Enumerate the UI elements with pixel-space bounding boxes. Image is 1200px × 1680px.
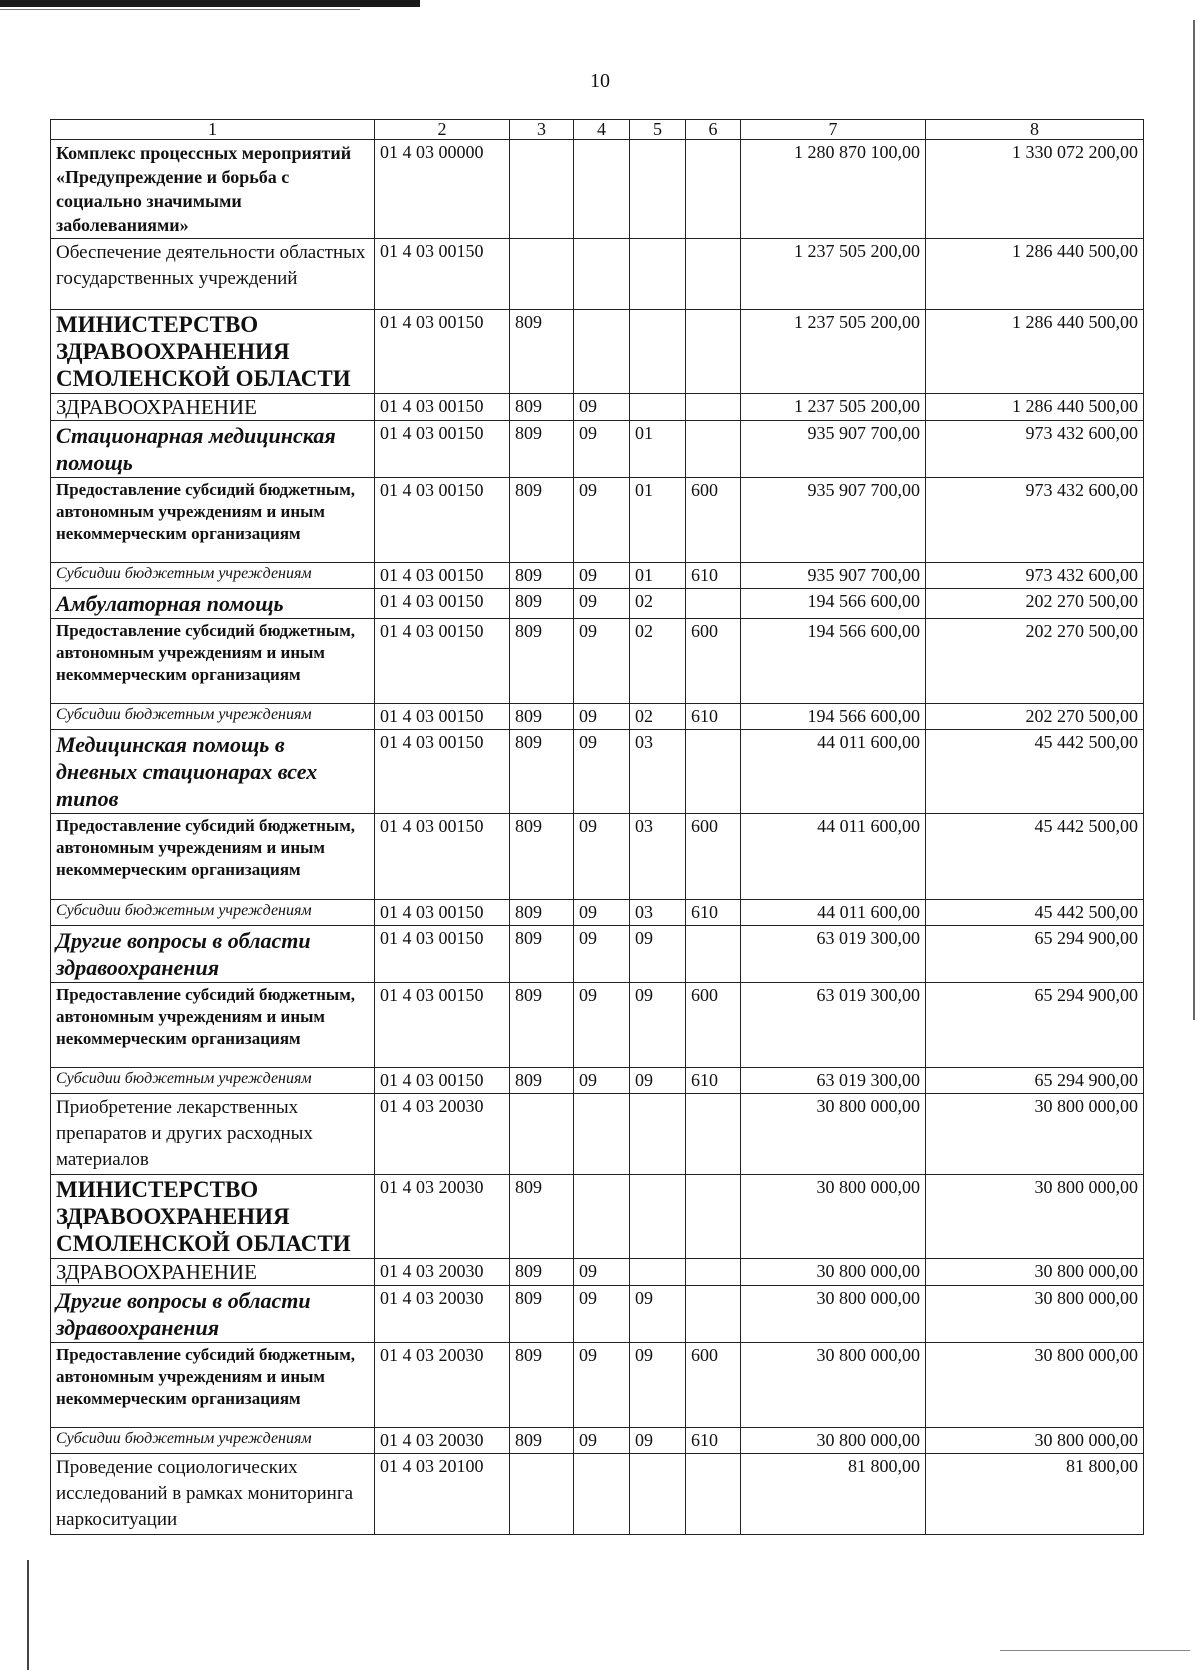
- amount-year-1: 30 800 000,00: [741, 1175, 926, 1259]
- table-row: [51, 730, 1144, 814]
- ministry-code: 809: [510, 730, 574, 814]
- target-article-code: 01 4 03 20030: [375, 1428, 510, 1454]
- amount-year-2: 30 800 000,00: [926, 1343, 1144, 1428]
- row-name: Предоставление субсидий бюджетным, автономным учреждениям и иным некоммерческим организациям: [51, 1343, 375, 1428]
- ministry-code: 809: [510, 704, 574, 730]
- table-row: [51, 421, 1144, 478]
- target-article-code: 01 4 03 00150: [375, 730, 510, 814]
- section-code: 09: [574, 421, 630, 478]
- row-name: МИНИСТЕРСТВО ЗДРАВООХРАНЕНИЯ СМОЛЕНСКОЙ ОБЛАСТИ: [51, 1175, 375, 1259]
- expense-type-code: 610: [686, 900, 741, 926]
- column-number: 2: [375, 120, 510, 140]
- subsection-code: [630, 239, 686, 310]
- amount-year-2: 1 330 072 200,00: [926, 140, 1144, 239]
- table-row: [51, 983, 1144, 1068]
- row-name: Стационарная медицинская помощь: [51, 421, 375, 478]
- amount-year-2: 973 432 600,00: [926, 421, 1144, 478]
- target-article-code: 01 4 03 00150: [375, 1068, 510, 1094]
- expense-type-code: 610: [686, 1428, 741, 1454]
- table-row: [51, 1259, 1144, 1286]
- table-row: [51, 1068, 1144, 1094]
- table-row: [51, 140, 1144, 239]
- amount-year-1: 1 237 505 200,00: [741, 239, 926, 310]
- column-number: 5: [630, 120, 686, 140]
- target-article-code: 01 4 03 20030: [375, 1175, 510, 1259]
- target-article-code: 01 4 03 00150: [375, 310, 510, 394]
- table-row: [51, 1428, 1144, 1454]
- expense-type-code: [686, 1286, 741, 1343]
- amount-year-2: 30 800 000,00: [926, 1428, 1144, 1454]
- expense-type-code: 610: [686, 1068, 741, 1094]
- target-article-code: 01 4 03 00150: [375, 814, 510, 900]
- table-row: [51, 310, 1144, 394]
- amount-year-1: 81 800,00: [741, 1454, 926, 1535]
- row-name: Предоставление субсидий бюджетным, автономным учреждениям и иным некоммерческим организациям: [51, 983, 375, 1068]
- target-article-code: 01 4 03 00150: [375, 900, 510, 926]
- target-article-code: 01 4 03 00150: [375, 478, 510, 563]
- ministry-code: 809: [510, 983, 574, 1068]
- expense-type-code: [686, 421, 741, 478]
- ministry-code: 809: [510, 1175, 574, 1259]
- scan-left-edge-line: [27, 1560, 29, 1670]
- subsection-code: 09: [630, 1343, 686, 1428]
- table-row: [51, 900, 1144, 926]
- expense-type-code: [686, 1454, 741, 1535]
- ministry-code: 809: [510, 563, 574, 589]
- row-name: Субсидии бюджетным учреждениям: [51, 1428, 375, 1454]
- table-row: [51, 1175, 1144, 1259]
- section-code: [574, 1094, 630, 1175]
- subsection-code: [630, 1454, 686, 1535]
- ministry-code: 809: [510, 1428, 574, 1454]
- amount-year-2: 45 442 500,00: [926, 814, 1144, 900]
- subsection-code: 09: [630, 983, 686, 1068]
- row-name: Амбулаторная помощь: [51, 589, 375, 619]
- row-name: Субсидии бюджетным учреждениям: [51, 563, 375, 589]
- expense-type-code: [686, 140, 741, 239]
- expense-type-code: 600: [686, 1343, 741, 1428]
- expense-type-code: [686, 310, 741, 394]
- expense-type-code: 600: [686, 478, 741, 563]
- row-name: Медицинская помощь в дневных стационарах всех типов: [51, 730, 375, 814]
- amount-year-1: 63 019 300,00: [741, 1068, 926, 1094]
- amount-year-1: 30 800 000,00: [741, 1094, 926, 1175]
- expense-type-code: [686, 1259, 741, 1286]
- table-row: [51, 478, 1144, 563]
- section-code: [574, 1454, 630, 1535]
- row-name: Другие вопросы в области здравоохранения: [51, 1286, 375, 1343]
- section-code: 09: [574, 1286, 630, 1343]
- expense-type-code: [686, 1175, 741, 1259]
- subsection-code: [630, 1175, 686, 1259]
- row-name: Предоставление субсидий бюджетным, автономным учреждениям и иным некоммерческим организациям: [51, 619, 375, 704]
- subsection-code: [630, 1259, 686, 1286]
- column-number: 3: [510, 120, 574, 140]
- target-article-code: 01 4 03 00150: [375, 926, 510, 983]
- ministry-code: 809: [510, 589, 574, 619]
- ministry-code: 809: [510, 1068, 574, 1094]
- amount-year-1: 935 907 700,00: [741, 478, 926, 563]
- expense-type-code: 600: [686, 619, 741, 704]
- amount-year-1: 30 800 000,00: [741, 1428, 926, 1454]
- section-code: 09: [574, 1343, 630, 1428]
- amount-year-2: 202 270 500,00: [926, 589, 1144, 619]
- subsection-code: 01: [630, 478, 686, 563]
- section-code: [574, 310, 630, 394]
- subsection-code: 02: [630, 619, 686, 704]
- scan-top-edge-mark: [0, 0, 420, 7]
- section-code: 09: [574, 394, 630, 421]
- subsection-code: [630, 310, 686, 394]
- expense-type-code: [686, 1094, 741, 1175]
- amount-year-1: 44 011 600,00: [741, 900, 926, 926]
- ministry-code: 809: [510, 1286, 574, 1343]
- expense-type-code: [686, 730, 741, 814]
- table-row: [51, 239, 1144, 310]
- amount-year-2: 65 294 900,00: [926, 926, 1144, 983]
- amount-year-2: 45 442 500,00: [926, 730, 1144, 814]
- scan-right-edge-line: [1193, 20, 1195, 1020]
- amount-year-2: 45 442 500,00: [926, 900, 1144, 926]
- amount-year-1: 935 907 700,00: [741, 563, 926, 589]
- amount-year-1: 44 011 600,00: [741, 730, 926, 814]
- row-name: Предоставление субсидий бюджетным, автономным учреждениям и иным некоммерческим организациям: [51, 814, 375, 900]
- ministry-code: 809: [510, 421, 574, 478]
- section-code: [574, 239, 630, 310]
- subsection-code: [630, 394, 686, 421]
- ministry-code: 809: [510, 900, 574, 926]
- table-row: [51, 619, 1144, 704]
- row-name: Обеспечение деятельности областных государственных учреждений: [51, 239, 375, 310]
- ministry-code: 809: [510, 1343, 574, 1428]
- amount-year-2: 202 270 500,00: [926, 704, 1144, 730]
- subsection-code: 03: [630, 900, 686, 926]
- section-code: 09: [574, 1259, 630, 1286]
- target-article-code: 01 4 03 00150: [375, 983, 510, 1068]
- table-row: [51, 926, 1144, 983]
- section-code: 09: [574, 1068, 630, 1094]
- amount-year-2: 1 286 440 500,00: [926, 310, 1144, 394]
- section-code: 09: [574, 704, 630, 730]
- amount-year-1: 63 019 300,00: [741, 983, 926, 1068]
- section-code: 09: [574, 589, 630, 619]
- ministry-code: 809: [510, 1259, 574, 1286]
- section-code: [574, 1175, 630, 1259]
- subsection-code: 09: [630, 926, 686, 983]
- amount-year-1: 194 566 600,00: [741, 589, 926, 619]
- row-name: Комплекс процессных мероприятий «Предупреждение и борьба с социально значимыми заболеваниями»: [51, 140, 375, 239]
- section-code: 09: [574, 814, 630, 900]
- table-row: [51, 1286, 1144, 1343]
- target-article-code: 01 4 03 00150: [375, 394, 510, 421]
- table-row: [51, 589, 1144, 619]
- subsection-code: 09: [630, 1428, 686, 1454]
- table-row: [51, 563, 1144, 589]
- target-article-code: 01 4 03 00150: [375, 239, 510, 310]
- ministry-code: [510, 1094, 574, 1175]
- scan-top-edge-line: [0, 9, 360, 10]
- subsection-code: 03: [630, 814, 686, 900]
- amount-year-1: 44 011 600,00: [741, 814, 926, 900]
- table-row: [51, 814, 1144, 900]
- row-name: ЗДРАВООХРАНЕНИЕ: [51, 394, 375, 421]
- column-number: 4: [574, 120, 630, 140]
- row-name: Субсидии бюджетным учреждениям: [51, 900, 375, 926]
- budget-table: [50, 119, 1144, 1535]
- column-number: 8: [926, 120, 1144, 140]
- section-code: 09: [574, 1428, 630, 1454]
- ministry-code: [510, 140, 574, 239]
- target-article-code: 01 4 03 20030: [375, 1286, 510, 1343]
- amount-year-1: 63 019 300,00: [741, 926, 926, 983]
- subsection-code: 03: [630, 730, 686, 814]
- row-name: Приобретение лекарственных препаратов и других расходных материалов: [51, 1094, 375, 1175]
- expense-type-code: 610: [686, 704, 741, 730]
- amount-year-1: 935 907 700,00: [741, 421, 926, 478]
- amount-year-1: 194 566 600,00: [741, 704, 926, 730]
- amount-year-1: 1 280 870 100,00: [741, 140, 926, 239]
- row-name: ЗДРАВООХРАНЕНИЕ: [51, 1259, 375, 1286]
- subsection-code: 01: [630, 563, 686, 589]
- table-row: [51, 1454, 1144, 1535]
- amount-year-2: 30 800 000,00: [926, 1286, 1144, 1343]
- subsection-code: 02: [630, 704, 686, 730]
- section-code: 09: [574, 478, 630, 563]
- table-row: [51, 704, 1144, 730]
- expense-type-code: [686, 589, 741, 619]
- row-name: Предоставление субсидий бюджетным, автономным учреждениям и иным некоммерческим организациям: [51, 478, 375, 563]
- amount-year-1: 30 800 000,00: [741, 1286, 926, 1343]
- amount-year-2: 973 432 600,00: [926, 563, 1144, 589]
- row-name: Субсидии бюджетным учреждениям: [51, 1068, 375, 1094]
- row-name: Другие вопросы в области здравоохранения: [51, 926, 375, 983]
- ministry-code: 809: [510, 926, 574, 983]
- amount-year-2: 202 270 500,00: [926, 619, 1144, 704]
- section-code: [574, 140, 630, 239]
- expense-type-code: 610: [686, 563, 741, 589]
- ministry-code: 809: [510, 310, 574, 394]
- section-code: 09: [574, 619, 630, 704]
- target-article-code: 01 4 03 20100: [375, 1454, 510, 1535]
- amount-year-2: 30 800 000,00: [926, 1175, 1144, 1259]
- budget-table-body: [51, 120, 1144, 1535]
- target-article-code: 01 4 03 00150: [375, 563, 510, 589]
- amount-year-2: 1 286 440 500,00: [926, 394, 1144, 421]
- amount-year-1: 30 800 000,00: [741, 1343, 926, 1428]
- amount-year-2: 30 800 000,00: [926, 1094, 1144, 1175]
- ministry-code: 809: [510, 619, 574, 704]
- table-row: [51, 1343, 1144, 1428]
- expense-type-code: [686, 926, 741, 983]
- ministry-code: 809: [510, 394, 574, 421]
- subsection-code: 01: [630, 421, 686, 478]
- section-code: 09: [574, 926, 630, 983]
- amount-year-1: 194 566 600,00: [741, 619, 926, 704]
- target-article-code: 01 4 03 20030: [375, 1343, 510, 1428]
- subsection-code: 09: [630, 1068, 686, 1094]
- table-row: [51, 1094, 1144, 1175]
- target-article-code: 01 4 03 00000: [375, 140, 510, 239]
- amount-year-1: 30 800 000,00: [741, 1259, 926, 1286]
- row-name: МИНИСТЕРСТВО ЗДРАВООХРАНЕНИЯ СМОЛЕНСКОЙ ОБЛАСТИ: [51, 310, 375, 394]
- column-number: 1: [51, 120, 375, 140]
- ministry-code: 809: [510, 814, 574, 900]
- target-article-code: 01 4 03 20030: [375, 1259, 510, 1286]
- amount-year-2: 65 294 900,00: [926, 1068, 1144, 1094]
- column-number-row: [51, 120, 1144, 140]
- expense-type-code: 600: [686, 814, 741, 900]
- section-code: 09: [574, 730, 630, 814]
- amount-year-2: 973 432 600,00: [926, 478, 1144, 563]
- ministry-code: [510, 1454, 574, 1535]
- subsection-code: [630, 1094, 686, 1175]
- target-article-code: 01 4 03 00150: [375, 589, 510, 619]
- ministry-code: [510, 239, 574, 310]
- target-article-code: 01 4 03 00150: [375, 619, 510, 704]
- section-code: 09: [574, 563, 630, 589]
- target-article-code: 01 4 03 00150: [375, 704, 510, 730]
- subsection-code: 02: [630, 589, 686, 619]
- amount-year-2: 1 286 440 500,00: [926, 239, 1144, 310]
- expense-type-code: [686, 239, 741, 310]
- expense-type-code: [686, 394, 741, 421]
- target-article-code: 01 4 03 00150: [375, 421, 510, 478]
- page-number: 10: [590, 70, 610, 92]
- amount-year-1: 1 237 505 200,00: [741, 310, 926, 394]
- expense-type-code: 600: [686, 983, 741, 1068]
- section-code: 09: [574, 983, 630, 1068]
- amount-year-2: 65 294 900,00: [926, 983, 1144, 1068]
- section-code: 09: [574, 900, 630, 926]
- row-name: Проведение социологических исследований в рамках мониторинга наркоситуации: [51, 1454, 375, 1535]
- scan-bottom-edge-line: [1000, 1650, 1190, 1651]
- table-row: [51, 394, 1144, 421]
- subsection-code: [630, 140, 686, 239]
- ministry-code: 809: [510, 478, 574, 563]
- target-article-code: 01 4 03 20030: [375, 1094, 510, 1175]
- amount-year-2: 81 800,00: [926, 1454, 1144, 1535]
- row-name: Субсидии бюджетным учреждениям: [51, 704, 375, 730]
- amount-year-1: 1 237 505 200,00: [741, 394, 926, 421]
- amount-year-2: 30 800 000,00: [926, 1259, 1144, 1286]
- subsection-code: 09: [630, 1286, 686, 1343]
- column-number: 6: [686, 120, 741, 140]
- column-number: 7: [741, 120, 926, 140]
